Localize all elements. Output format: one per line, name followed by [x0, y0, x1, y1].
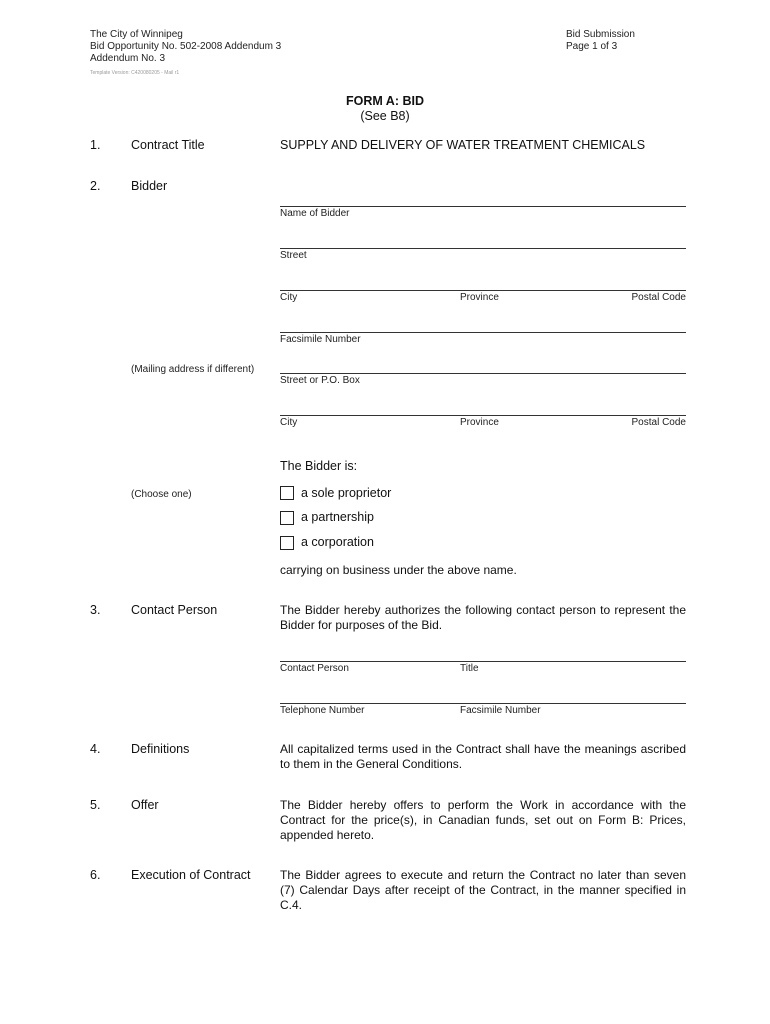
- city-label: City: [280, 292, 298, 303]
- contact-person-text: The Bidder hereby authorizes the following contact person to represent the Bidder for purposes of the Bid.: [280, 603, 686, 632]
- section-label-offer: Offer: [131, 798, 159, 812]
- bidder-is-text: The Bidder is:: [280, 459, 358, 473]
- partnership-label: a partnership: [301, 510, 374, 524]
- postal-code-label: Postal Code: [631, 292, 686, 303]
- section-number: 3.: [90, 603, 101, 617]
- title-label: Title: [460, 663, 479, 674]
- telephone-label: Telephone Number: [280, 705, 365, 716]
- mailing-city-province-postal-field[interactable]: [280, 415, 686, 416]
- section-label-definitions: Definitions: [131, 742, 190, 756]
- mailing-address-note: (Mailing address if different): [131, 364, 255, 375]
- definitions-text: All capitalized terms used in the Contract shall have the meanings ascribed to them in the General Conditions.: [280, 742, 686, 771]
- po-box-label: Street or P.O. Box: [280, 375, 360, 386]
- template-version: Template Version: C420080205 - Mail r1: [90, 70, 180, 76]
- city-province-postal-field[interactable]: [280, 290, 686, 291]
- sole-proprietor-checkbox[interactable]: [280, 486, 294, 500]
- city-name: The City of Winnipeg: [90, 29, 183, 40]
- header-right: [566, 29, 635, 53]
- contact-title-field[interactable]: [280, 661, 686, 662]
- section-label-execution-of-contract: Execution of Contract: [131, 868, 251, 882]
- contact-person-label: Contact Person: [280, 663, 349, 674]
- bidder-name-label: Name of Bidder: [280, 208, 350, 219]
- corporation-checkbox[interactable]: [280, 536, 294, 550]
- section-label-contract-title: Contract Title: [131, 138, 205, 152]
- fax-label: Facsimile Number: [280, 334, 361, 345]
- city-label-2: City: [280, 417, 298, 428]
- street-field[interactable]: [280, 248, 686, 249]
- contact-fax-label: Facsimile Number: [460, 705, 541, 716]
- section-number: 6.: [90, 868, 101, 882]
- section-number: 1.: [90, 138, 101, 152]
- addendum-number: Addendum No. 3: [90, 53, 166, 64]
- section-label-contact-person: Contact Person: [131, 603, 218, 617]
- contract-title-value: SUPPLY AND DELIVERY OF WATER TREATMENT CHEMICALS: [280, 138, 646, 152]
- street-label: Street: [280, 250, 307, 261]
- bidder-name-field[interactable]: [280, 206, 686, 207]
- page-number: Page 1 of 3: [566, 41, 618, 52]
- sole-proprietor-label: a sole proprietor: [301, 486, 392, 500]
- bid-submission: Bid Submission: [566, 29, 635, 40]
- po-box-field[interactable]: [280, 373, 686, 374]
- partnership-checkbox[interactable]: [280, 511, 294, 525]
- province-label-2: Province: [460, 417, 499, 428]
- fax-field[interactable]: [280, 332, 686, 333]
- section-label-bidder: Bidder: [131, 179, 168, 193]
- section-number: 4.: [90, 742, 101, 756]
- header-left: [90, 29, 281, 65]
- section-number: 2.: [90, 179, 101, 193]
- bid-opportunity: Bid Opportunity No. 502-2008 Addendum 3: [90, 41, 282, 52]
- execution-text: The Bidder agrees to execute and return the Contract no later than seven (7) Calendar Days after receipt of the Contract, in the manner specified in C.4.: [280, 868, 686, 912]
- carrying-on-business-text: carrying on business under the above name.: [280, 563, 517, 577]
- choose-one-note: (Choose one): [131, 489, 192, 500]
- form-title: FORM A: BID: [346, 94, 424, 108]
- province-label: Province: [460, 292, 499, 303]
- section-number: 5.: [90, 798, 101, 812]
- form-subtitle: (See B8): [360, 109, 410, 123]
- phone-fax-field[interactable]: [280, 703, 686, 704]
- postal-code-label-2: Postal Code: [631, 417, 686, 428]
- offer-text: The Bidder hereby offers to perform the Work in accordance with the Contract for the price(s), in Canadian funds, set out on Form B: Prices, appended hereto.: [280, 798, 686, 842]
- corporation-label: a corporation: [301, 535, 374, 549]
